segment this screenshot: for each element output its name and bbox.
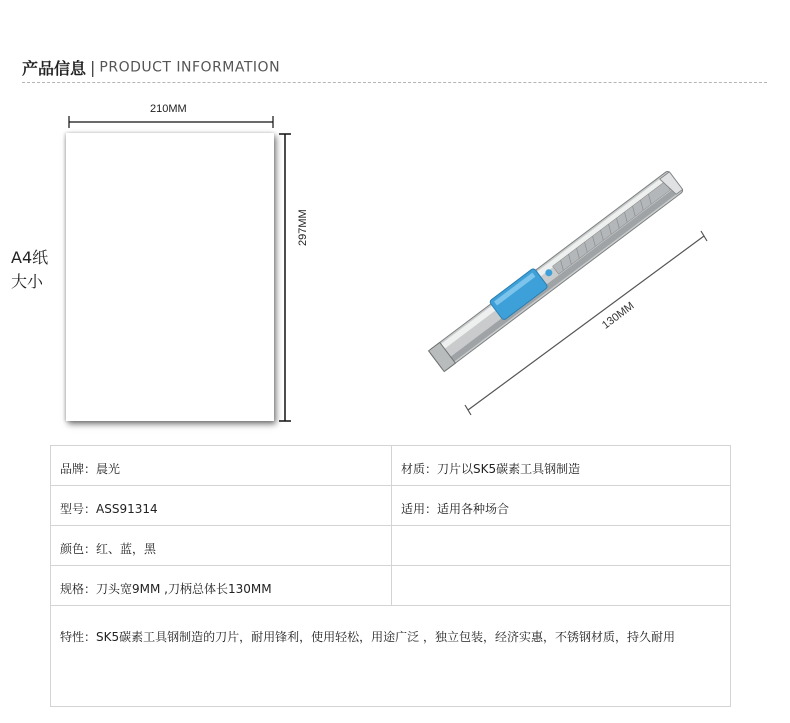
a4-label-line1: A4纸 xyxy=(11,248,49,267)
width-label: 210MM xyxy=(150,103,187,115)
model-cell: 型号：ASS91314 xyxy=(51,486,392,526)
a4-size-label xyxy=(11,246,48,294)
color-cell: 颜色：红、蓝，黑 xyxy=(51,526,392,566)
table-row xyxy=(51,606,731,707)
utility-knife-image xyxy=(427,168,684,372)
table-row xyxy=(51,486,731,526)
height-dimension-line xyxy=(279,134,291,421)
brand-cell: 品牌：晨光 xyxy=(51,446,392,486)
material-cell: 材质：刀片以SK5碳素工具钢制造 xyxy=(392,446,731,486)
title-separator: | xyxy=(90,58,96,77)
table-row xyxy=(51,446,731,486)
width-dimension-line xyxy=(69,116,273,128)
spec-table xyxy=(50,445,731,707)
height-label: 297MM xyxy=(297,209,309,246)
section-title-en: PRODUCT INFORMATION xyxy=(99,59,281,76)
table-row xyxy=(51,566,731,606)
knife-length-label: 130MM xyxy=(600,299,637,332)
table-row xyxy=(51,526,731,566)
a4-label-line2: 大小 xyxy=(11,272,44,291)
section-title-cn: 产品信息 xyxy=(22,59,87,78)
empty-cell xyxy=(392,566,731,606)
feature-cell: 特性：SK5碳素工具钢制造的刀片，耐用锋利，使用轻松，用途广泛 ，独立包装，经济实惠，不锈钢材质，持久耐用 xyxy=(51,606,731,707)
size-cell: 规格：刀头宽9MM ,刀柄总体长130MM xyxy=(51,566,392,606)
empty-cell xyxy=(392,526,731,566)
usage-cell: 适用：适用各种场合 xyxy=(392,486,731,526)
